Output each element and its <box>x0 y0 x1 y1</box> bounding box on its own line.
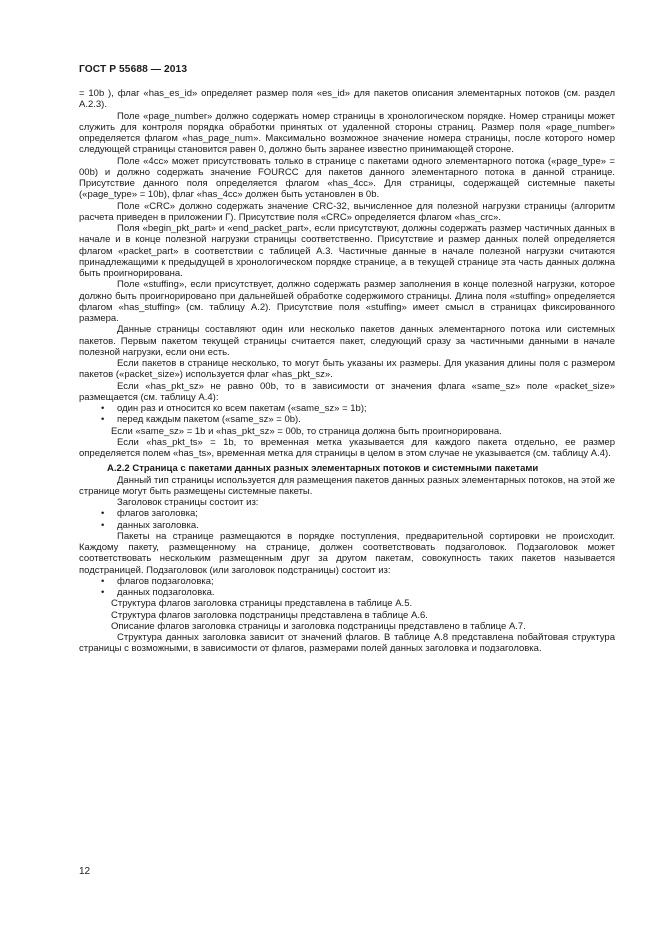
paragraph: Поле «stuffing», если присутствует, должно содержать размер заполнения в конце полезной нагрузки, которое должно быть проигнорировано при дальнейшей обработке содержимого страницы. Длина поля «stuffing» определяется флагом «has_stuffing» (см. таблицу A.2). Присутствие поля «stuffing» имеет смысл в страницах фиксированного размера. <box>79 279 615 324</box>
paragraph: Если «has_pkt_ts» = 1b, то временная метка указывается для каждого пакета отдельно, ее размер определяется полем «has_ts», временная метка для страницы в целом в этом случае не указывается (см. таблицу A.4). <box>79 436 615 459</box>
paragraph: Данный тип страницы используется для размещения пакетов данных разных элементарных потоков, на этой же странице могут быть размещены системные пакеты. <box>79 474 615 497</box>
paragraph: Поле «page_number» должно содержать номер страницы в хронологическом порядке. Номер страницы может служить для контроля порядка обработки принятых от удаленной стороны страниц. Размер поля «page_number» определяется флагом «has_page_num». Максимально возможное значение номера страницы, после которого номер следующей страницы становится равен 0, должно быть заранее известно принимающей стороне. <box>79 110 615 156</box>
page-number: 12 <box>79 866 91 877</box>
list-item-text: данных подзаголовка. <box>117 587 215 598</box>
paragraph: Структура флагов заголовка страницы представлена в таблице A.5. <box>111 598 413 610</box>
list-item-text: перед каждым пакетом («same_sz» = 0b). <box>117 414 301 426</box>
document-page <box>79 0 615 936</box>
bullet-icon: • <box>101 508 105 520</box>
bullet-icon: • <box>101 519 105 531</box>
list-item <box>79 508 615 519</box>
paragraph: Пакеты на странице размещаются в порядке поступления, предварительной сортировки не происходит. Каждому пакету, размещенному на странице, должен соответствовать подзаголовок. Подзаголовок может соответствовать нескольким размещенным друг за другом пакетам, совокупность таких пакетов называется подстраницей. Подзаголовок (или заголовок подстраницы) состоит из: <box>79 530 615 576</box>
list-item <box>79 520 615 531</box>
list-item <box>79 587 615 598</box>
paragraph: Поля «begin_pkt_part» и «end_packet_part», если присутствуют, должны содержать размер частичных данных в начале и в конце полезной нагрузки страницы соответственно. Присутствие и размер данных полей определяется флагом «packet_part» в соответствии с таблицей A.3. Частичные данные в начале полезной нагрузки считаются принадлежащими к предыдущей в хронологическом порядке странице, а в текущей странице эта часть данных должна быть проигнорирована. <box>79 223 615 279</box>
list-item-text: данных заголовка. <box>117 519 199 531</box>
paragraph: Структура данных заголовка зависит от значений флагов. В таблице A.8 представлена побайтовая структура страницы с возможными, в зависимости от флагов, размерами полей данных заголовка и подзаголовка. <box>79 632 615 655</box>
list-item <box>79 414 615 425</box>
document-body <box>79 88 615 655</box>
paragraph: Структура флагов заголовка подстраницы представлена в таблице A.6. <box>111 609 428 621</box>
paragraph: Поле «4cc» может присутствовать только в странице с пакетами одного элементарного потока («page_type» = 00b) и должно содержать значение FOURCC для пакетов данного элементарного потока в данной странице. Присутствие данного поля определяется флагом «has_4cc». Для страницы, содержащей системные пакеты («page_type» = 10b), флаг «has_4cc» должен быть установлен в 0b. <box>79 155 615 201</box>
bullet-icon: • <box>101 575 105 587</box>
paragraph: Заголовок страницы состоит из: <box>117 497 259 508</box>
paragraph: Если пакетов в странице несколько, то могут быть указаны их размеры. Для указания длины поля с размером пакетов («packet_size») используется флаг «has_pkt_sz». <box>79 358 615 381</box>
bullet-icon: • <box>101 587 105 598</box>
paragraph: Если «has_pkt_sz» не равно 00b, то в зависимости от значения флага «same_sz» поле «packet_size» размещается (см. таблицу A.4): <box>79 380 615 403</box>
list-item-text: флагов подзаголовка; <box>117 575 214 587</box>
standard-header: ГОСТ Р 55688 — 2013 <box>79 64 188 75</box>
bullet-icon: • <box>101 414 105 426</box>
bullet-icon: • <box>101 403 105 414</box>
list-item <box>79 576 615 587</box>
paragraph: = 10b ), флаг «has_es_id» определяет размер поля «es_id» для пакетов описания элементарных потоков (см. раздел A.2.3). <box>79 88 615 111</box>
section-heading: A.2.2 Страница с пакетами данных разных элементарных потоков и системными пакетами <box>107 463 539 475</box>
paragraph: Данные страницы составляют один или несколько пакетов данных элементарного потока или системных пакетов. Первым пакетом текущей страницы считается пакет, следующий сразу за частичными данными в начале полезной нагрузки, если они есть. <box>79 324 615 358</box>
list-item-text: один раз и относится ко всем пакетам («same_sz» = 1b); <box>117 403 367 414</box>
list-item <box>79 403 615 414</box>
paragraph: Поле «CRC» должно содержать значение CRC-32, вычисленное для полезной нагрузки страницы (алгоритм расчета приведен в приложении Г). Присутствие поля «CRC» определяется флагом «has_crc». <box>79 200 615 223</box>
paragraph: Описание флагов заголовка страницы и заголовка подстраницы представлено в таблице A.7. <box>111 620 526 632</box>
paragraph: Если «same_sz» = 1b и «has_pkt_sz» = 00b, то страница должна быть проигнорирована. <box>111 425 502 437</box>
list-item-text: флагов заголовка; <box>117 508 198 520</box>
